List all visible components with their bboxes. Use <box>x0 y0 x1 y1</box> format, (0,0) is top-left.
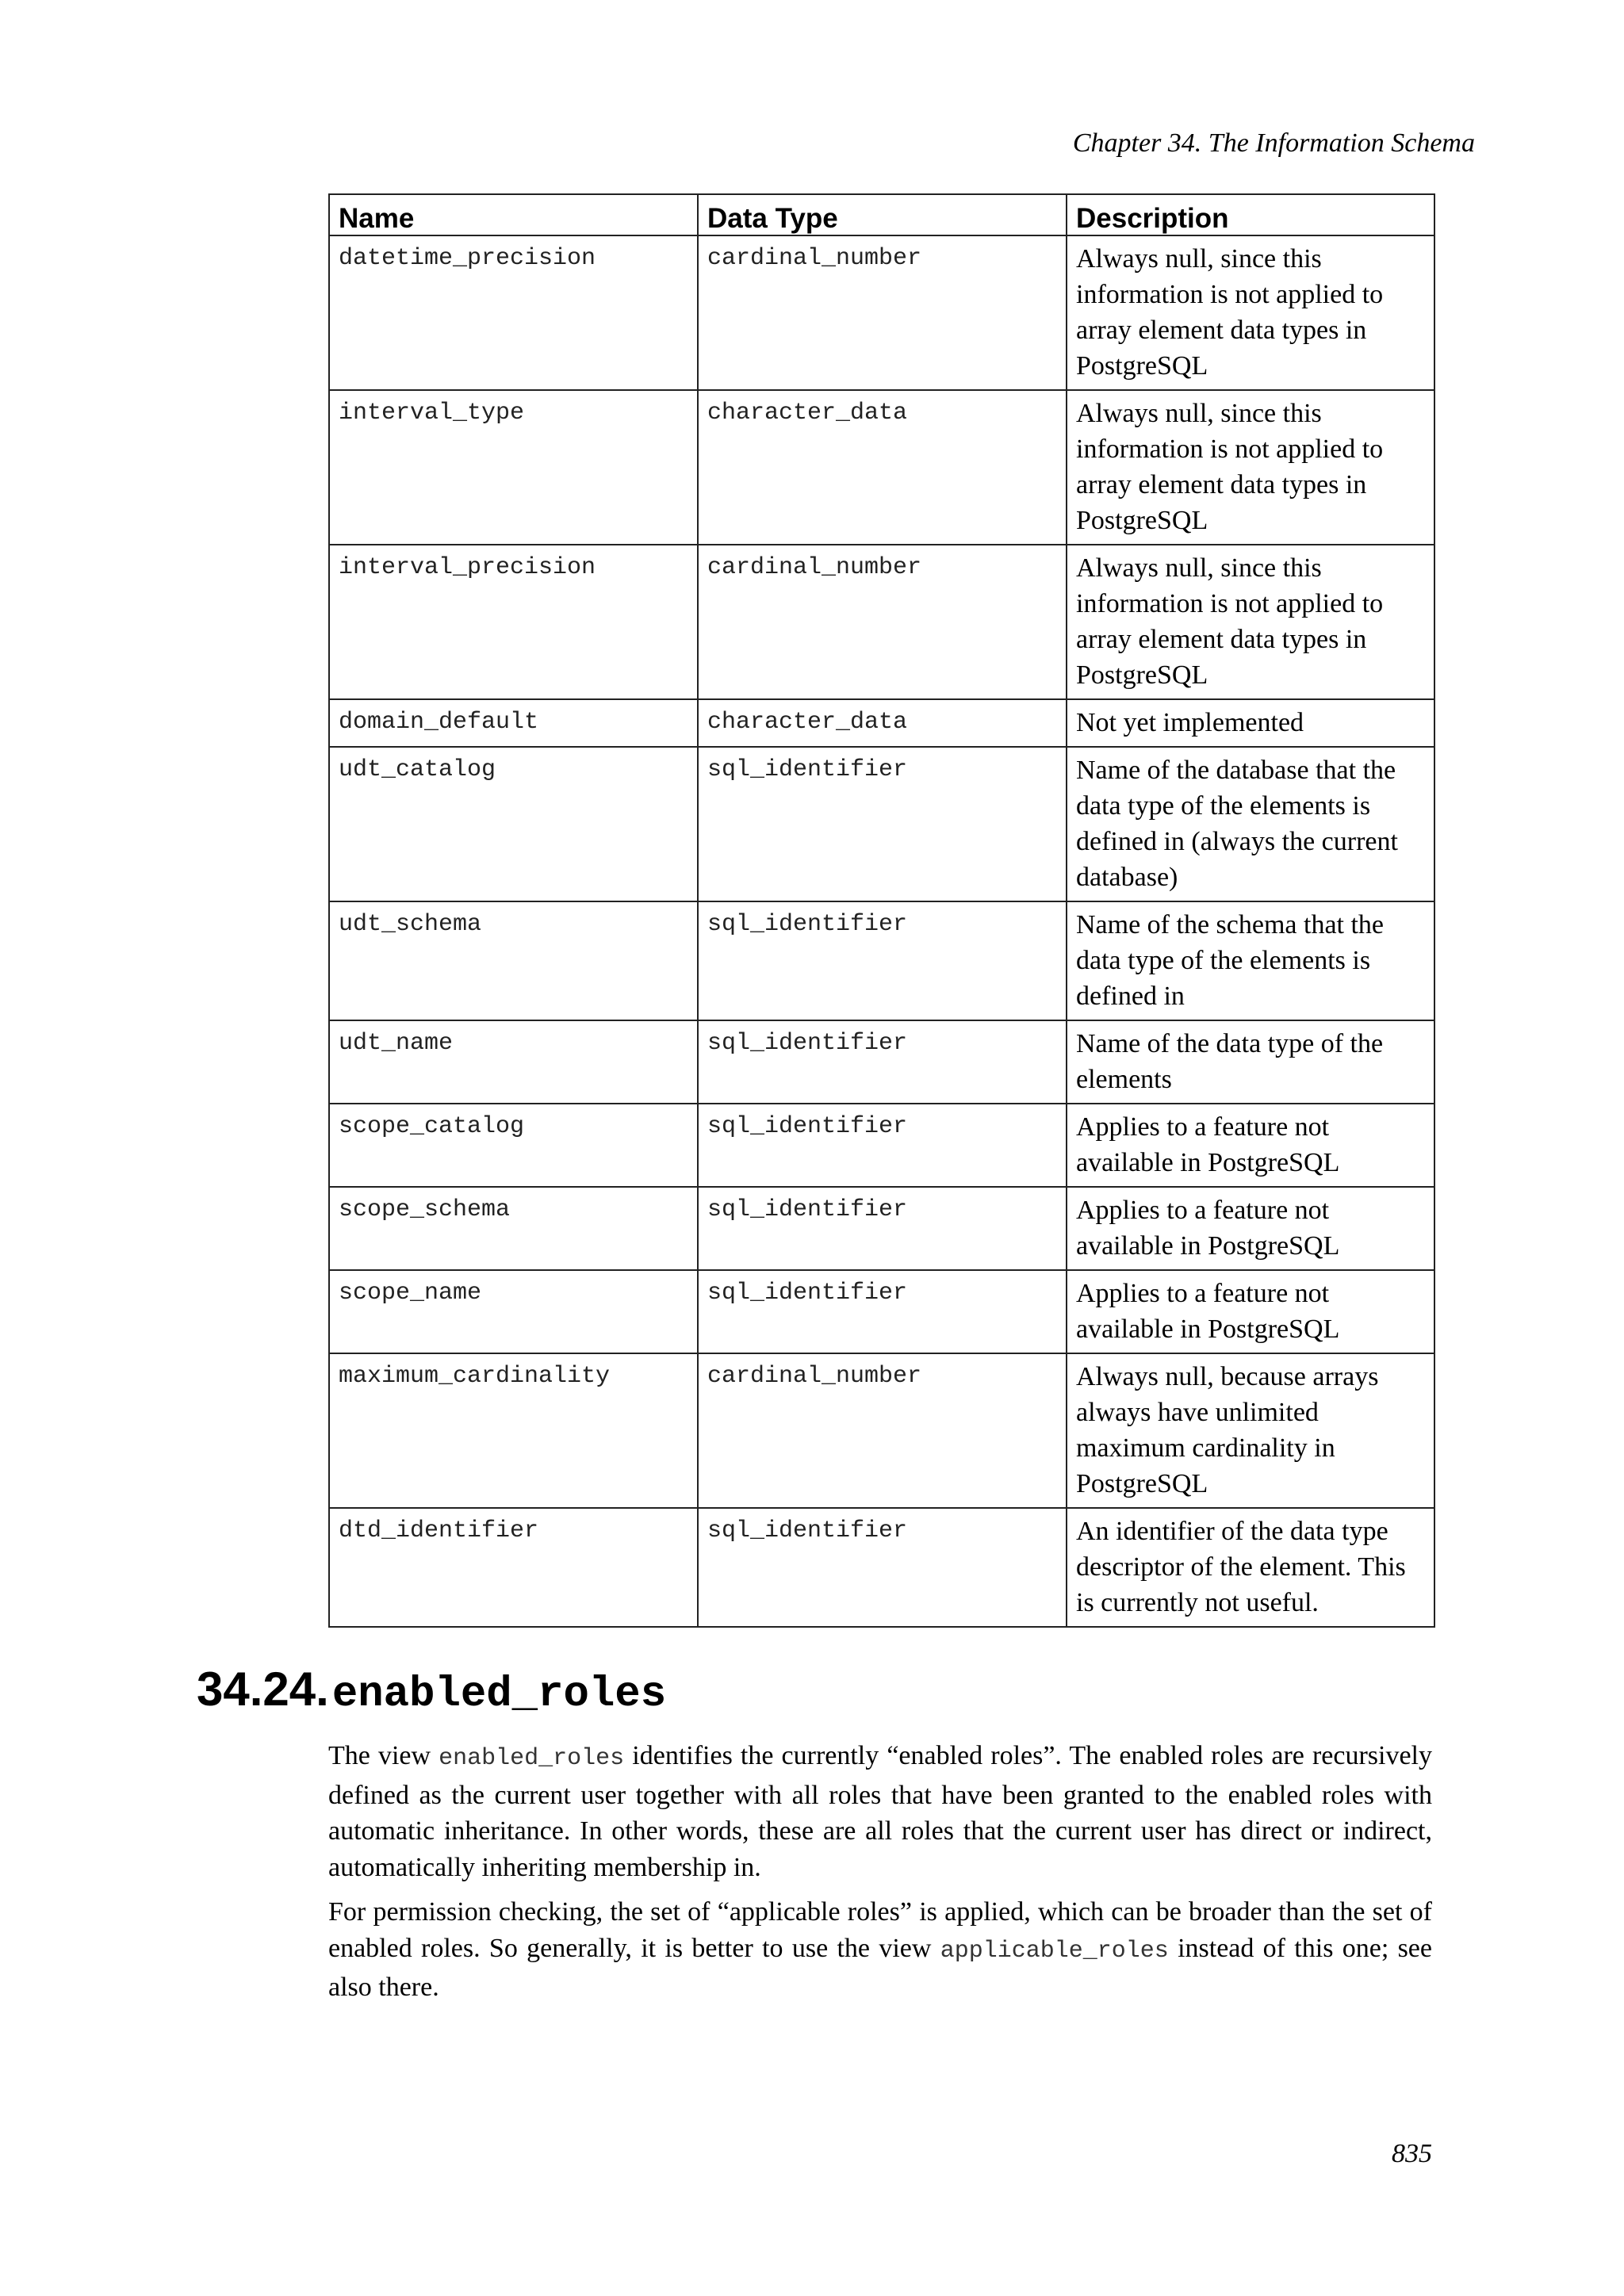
paragraph-text: For permission checking, the set of “applicable roles” is applied, which can be broader than the set of enabled roles. So generally, it is better to use the view <box>328 1897 1432 1963</box>
cell-description: Not yet implemented <box>1067 699 1434 747</box>
cell-name: scope_name <box>329 1270 698 1353</box>
cell-data-type: sql_identifier <box>698 747 1067 901</box>
cell-name: maximum_cardinality <box>329 1353 698 1508</box>
table-row <box>329 747 1434 901</box>
section-number: 34.24. <box>197 1663 329 1716</box>
cell-description: Always null, since this information is not applied to array element data types in PostgreSQL <box>1067 390 1434 545</box>
cell-description: Name of the database that the data type of the elements is defined in (always the current database) <box>1067 747 1434 901</box>
paragraph-text: instead of this one; see also there. <box>328 1933 1432 2002</box>
column-header-data-type: Data Type <box>698 194 1067 235</box>
cell-data-type: sql_identifier <box>698 1270 1067 1353</box>
paragraph-text: identifies the currently “enabled roles”. The enabled roles are recursively defined as the current user together with all roles that have been granted to the enabled roles with automatic inheritance. In other words, these are all roles that the current user has direct or indirect, automatically inheriting membership in. <box>328 1741 1432 1882</box>
cell-name: scope_schema <box>329 1187 698 1270</box>
table-row <box>329 1020 1434 1104</box>
cell-description: Name of the data type of the elements <box>1067 1020 1434 1104</box>
section-title: enabled_roles <box>331 1670 667 1719</box>
column-header-name: Name <box>329 194 698 235</box>
cell-data-type: sql_identifier <box>698 1187 1067 1270</box>
cell-data-type: cardinal_number <box>698 1353 1067 1508</box>
cell-description: Always null, since this information is not applied to array element data types in PostgreSQL <box>1067 235 1434 390</box>
cell-description: Name of the schema that the data type of the elements is defined in <box>1067 901 1434 1020</box>
cell-data-type: character_data <box>698 390 1067 545</box>
table-row <box>329 235 1434 390</box>
cell-name: interval_type <box>329 390 698 545</box>
cell-data-type: cardinal_number <box>698 235 1067 390</box>
table-row <box>329 545 1434 699</box>
inline-code: enabled_roles <box>439 1745 625 1772</box>
cell-data-type: cardinal_number <box>698 545 1067 699</box>
column-header-description: Description <box>1067 194 1434 235</box>
table-row <box>329 390 1434 545</box>
running-header: Chapter 34. The Information Schema <box>1072 128 1475 158</box>
cell-name: domain_default <box>329 699 698 747</box>
cell-description: Always null, because arrays always have unlimited maximum cardinality in PostgreSQL <box>1067 1353 1434 1508</box>
cell-name: interval_precision <box>329 545 698 699</box>
cell-data-type: character_data <box>698 699 1067 747</box>
table-row <box>329 699 1434 747</box>
table-header-row <box>329 194 1434 235</box>
cell-data-type: sql_identifier <box>698 901 1067 1020</box>
cell-data-type: sql_identifier <box>698 1508 1067 1627</box>
inline-code: applicable_roles <box>940 1937 1169 1965</box>
cell-data-type: sql_identifier <box>698 1104 1067 1187</box>
cell-description: An identifier of the data type descriptor of the element. This is currently not useful. <box>1067 1508 1434 1627</box>
cell-name: udt_schema <box>329 901 698 1020</box>
cell-description: Always null, since this information is not applied to array element data types in PostgreSQL <box>1067 545 1434 699</box>
attributes-table <box>328 193 1435 1628</box>
paragraph-text: The view <box>328 1741 439 1770</box>
page-number: 835 <box>1392 2139 1432 2168</box>
cell-description: Applies to a feature not available in PostgreSQL <box>1067 1187 1434 1270</box>
table-row <box>329 1270 1434 1353</box>
table-row <box>329 1508 1434 1627</box>
cell-name: datetime_precision <box>329 235 698 390</box>
cell-description: Applies to a feature not available in PostgreSQL <box>1067 1270 1434 1353</box>
cell-data-type: sql_identifier <box>698 1020 1067 1104</box>
cell-description: Applies to a feature not available in PostgreSQL <box>1067 1104 1434 1187</box>
cell-name: udt_catalog <box>329 747 698 901</box>
body-paragraph-2 <box>328 1894 1432 2006</box>
section-heading <box>197 1662 666 1719</box>
cell-name: udt_name <box>329 1020 698 1104</box>
table-row <box>329 1104 1434 1187</box>
body-paragraph-1 <box>328 1738 1432 1885</box>
table-row <box>329 1353 1434 1508</box>
table-row <box>329 901 1434 1020</box>
cell-name: scope_catalog <box>329 1104 698 1187</box>
table-row <box>329 1187 1434 1270</box>
cell-name: dtd_identifier <box>329 1508 698 1627</box>
